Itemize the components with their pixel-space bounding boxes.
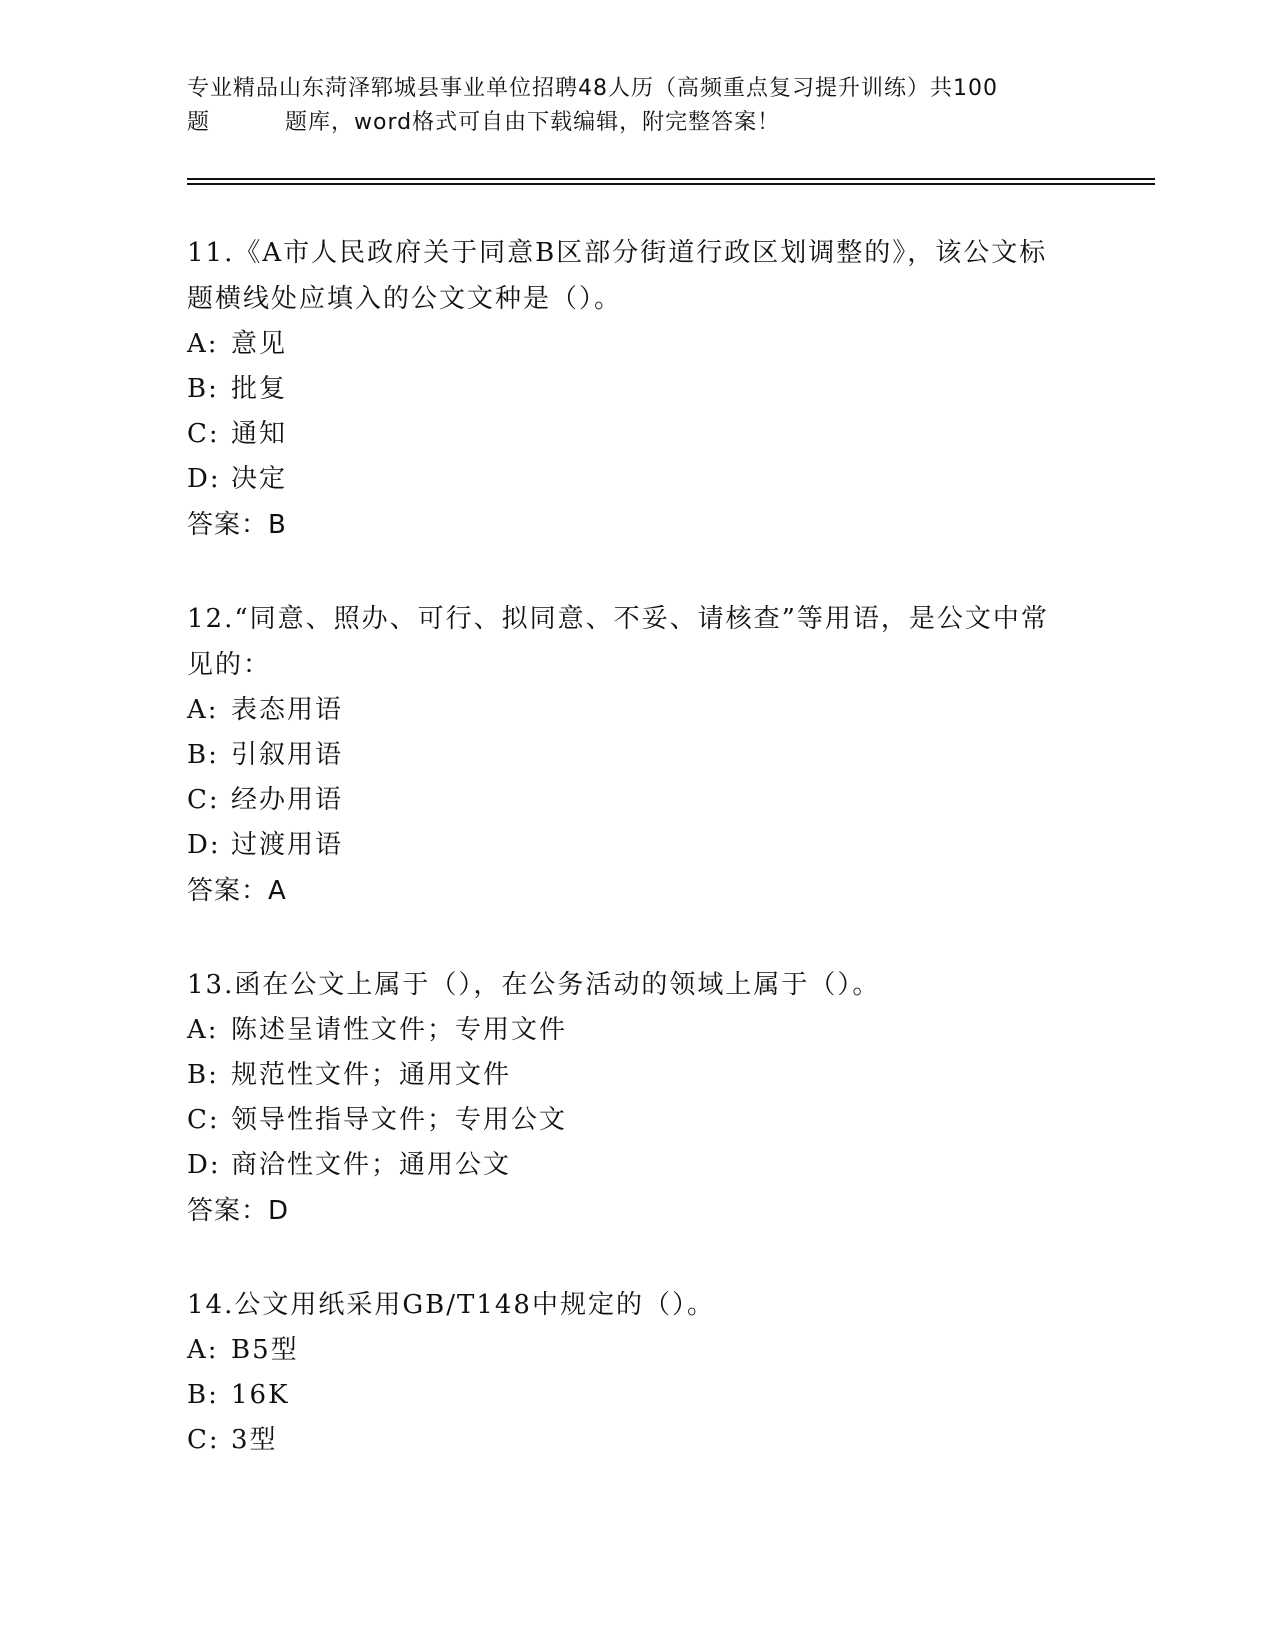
- option-key: D:: [187, 464, 221, 494]
- option-b: [187, 733, 1067, 778]
- question-text: 13.函在公文上属于（），在公务活动的领域上属于（）。: [187, 970, 881, 1000]
- option-c: [187, 412, 1067, 457]
- answer-line: 答案：B: [187, 510, 287, 540]
- header-title-line2: [187, 106, 1087, 140]
- option-text: B5型: [231, 1335, 299, 1365]
- question-item: [187, 596, 1067, 914]
- question-text: 11.《A市人民政府关于同意B区部分街道行政区划调整的》，该公文标题横线处应填入的公文文种是（）。: [187, 238, 1048, 314]
- option-key: A:: [187, 695, 219, 725]
- option-text: 规范性文件；通用文件: [231, 1060, 512, 1090]
- header-subtitle: 题库，word格式可自由下载编辑，附完整答案！: [285, 110, 781, 135]
- option-a: [187, 1328, 1067, 1373]
- option-key: C:: [187, 1105, 220, 1135]
- option-key: A:: [187, 1015, 219, 1045]
- option-key: B:: [187, 1060, 219, 1090]
- option-key: C:: [187, 419, 220, 449]
- option-text: 表态用语: [231, 695, 344, 725]
- answer-line: 答案：D: [187, 1196, 290, 1226]
- question-text: 12.“同意、照办、可行、拟同意、不妥、请核查”等用语，是公文中常见的：: [187, 604, 1049, 680]
- option-a: [187, 1008, 1067, 1053]
- option-d: [187, 1143, 1067, 1188]
- option-text: 3型: [231, 1425, 278, 1455]
- option-key: A:: [187, 329, 219, 359]
- document-header: [187, 72, 1087, 140]
- option-d: [187, 457, 1067, 502]
- option-key: B:: [187, 740, 219, 770]
- option-key: B:: [187, 1380, 219, 1410]
- option-text: 通知: [231, 419, 288, 449]
- option-text: 陈述呈请性文件；专用文件: [231, 1015, 568, 1045]
- option-c: [187, 778, 1067, 823]
- option-text: 意见: [231, 329, 288, 359]
- option-text: 引叙用语: [231, 740, 344, 770]
- header-title-fragment: 题: [187, 110, 211, 135]
- question-text: 14.公文用纸采用GB/T148中规定的（）。: [187, 1290, 715, 1320]
- option-text: 领导性指导文件；专用公文: [231, 1105, 568, 1135]
- question-item: [187, 1282, 1067, 1463]
- option-a: [187, 688, 1067, 733]
- option-b: [187, 367, 1067, 412]
- option-text: 批复: [231, 374, 288, 404]
- option-b: [187, 1053, 1067, 1098]
- option-text: 过渡用语: [231, 830, 344, 860]
- option-key: C:: [187, 1425, 220, 1455]
- question-list: [187, 230, 1067, 1511]
- option-text: 商洽性文件；通用公文: [231, 1150, 512, 1180]
- header-title-line1: 专业精品山东菏泽郓城县事业单位招聘48人历（高频重点复习提升训练）共100: [187, 76, 998, 101]
- option-key: D:: [187, 830, 221, 860]
- header-divider-bottom: [187, 183, 1155, 185]
- option-key: A:: [187, 1335, 219, 1365]
- header-divider-top: [187, 178, 1155, 180]
- option-text: 16K: [231, 1380, 290, 1410]
- question-item: [187, 230, 1067, 548]
- option-key: D:: [187, 1150, 221, 1180]
- option-text: 决定: [231, 464, 288, 494]
- option-key: B:: [187, 374, 219, 404]
- option-c: [187, 1418, 1067, 1463]
- option-b: [187, 1373, 1067, 1418]
- option-c: [187, 1098, 1067, 1143]
- option-d: [187, 823, 1067, 868]
- answer-line: 答案：A: [187, 876, 287, 906]
- option-text: 经办用语: [231, 785, 344, 815]
- question-item: [187, 962, 1067, 1234]
- option-a: [187, 322, 1067, 367]
- option-key: C:: [187, 785, 220, 815]
